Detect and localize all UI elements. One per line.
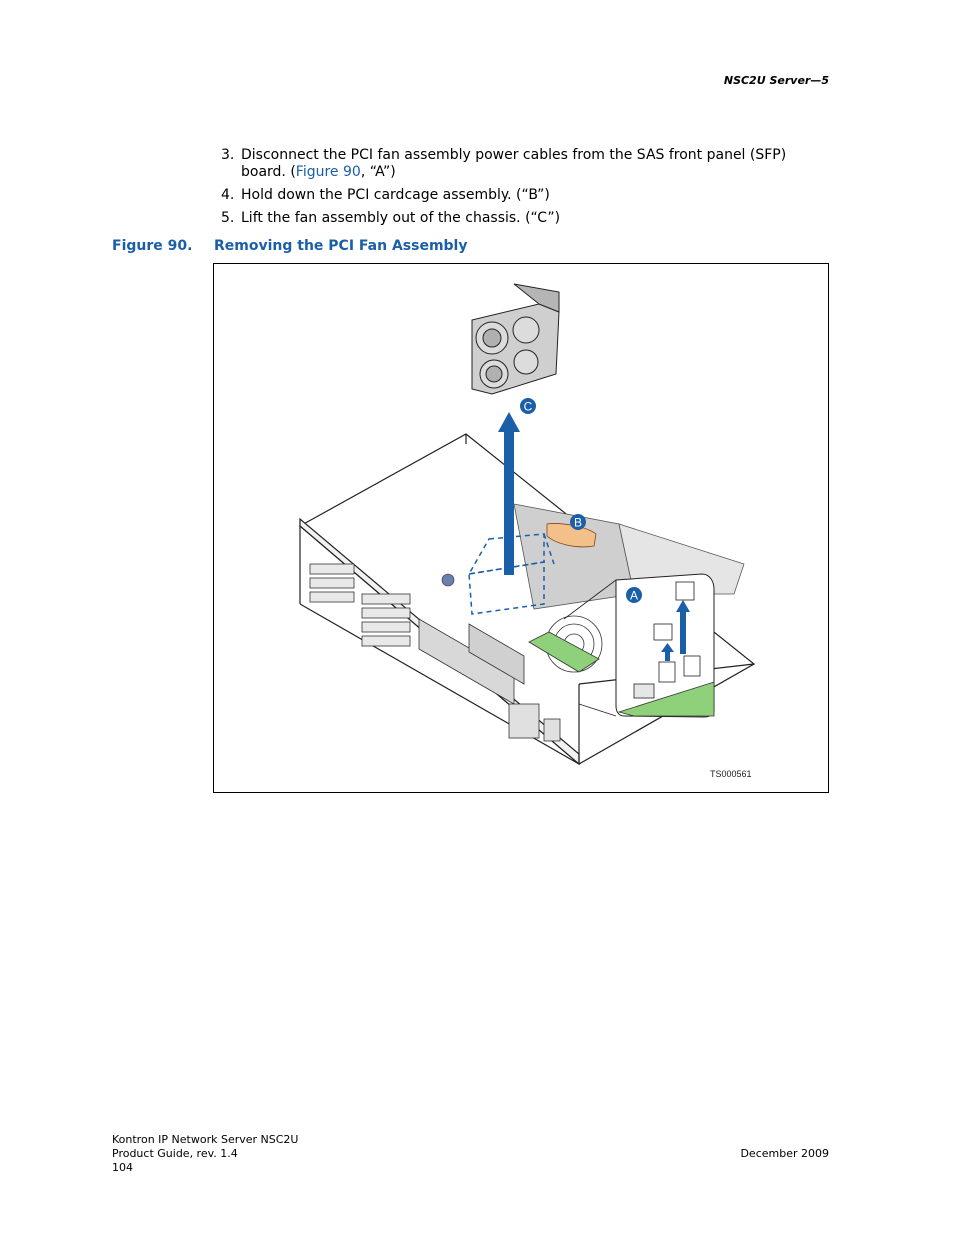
step-number: 5. <box>221 210 235 226</box>
screw-icon <box>442 574 454 586</box>
server-illustration <box>214 264 828 792</box>
figure-label: Figure 90. <box>112 238 193 254</box>
footer-date: December 2009 <box>740 1147 829 1160</box>
step-number: 4. <box>221 187 235 203</box>
figure-caption <box>112 238 468 254</box>
footer-left <box>112 1133 298 1175</box>
footer-guide: Product Guide, rev. 1.4 <box>112 1147 238 1160</box>
figure-title: Removing the PCI Fan Assembly <box>214 238 468 254</box>
step-5 <box>221 210 821 227</box>
step-4 <box>221 187 821 204</box>
step-text-part: Disconnect the PCI fan assembly power cables from the SAS front panel (SFP) board. ( <box>241 147 787 180</box>
instruction-steps <box>221 147 821 233</box>
running-header: NSC2U Server—5 <box>723 74 829 87</box>
pci-fan-assembly <box>472 284 559 394</box>
callout-b-label: B <box>573 515 583 530</box>
step-text <box>241 147 821 181</box>
footer-product: Kontron IP Network Server NSC2U <box>112 1133 299 1146</box>
step-3 <box>221 147 821 181</box>
step-text: Hold down the PCI cardcage assembly. (“B”) <box>241 187 550 203</box>
step-number: 3. <box>221 147 235 163</box>
figure-id: TS000561 <box>710 769 752 779</box>
callout-c-label: C <box>523 399 533 414</box>
callout-a-label: A <box>629 588 639 603</box>
page-number: 104 <box>112 1161 133 1174</box>
step-text-part: , “A”) <box>360 164 396 180</box>
figure-link[interactable]: Figure 90 <box>295 164 361 180</box>
step-text: Lift the fan assembly out of the chassis. (“C”) <box>241 210 561 226</box>
figure-frame <box>213 263 829 793</box>
